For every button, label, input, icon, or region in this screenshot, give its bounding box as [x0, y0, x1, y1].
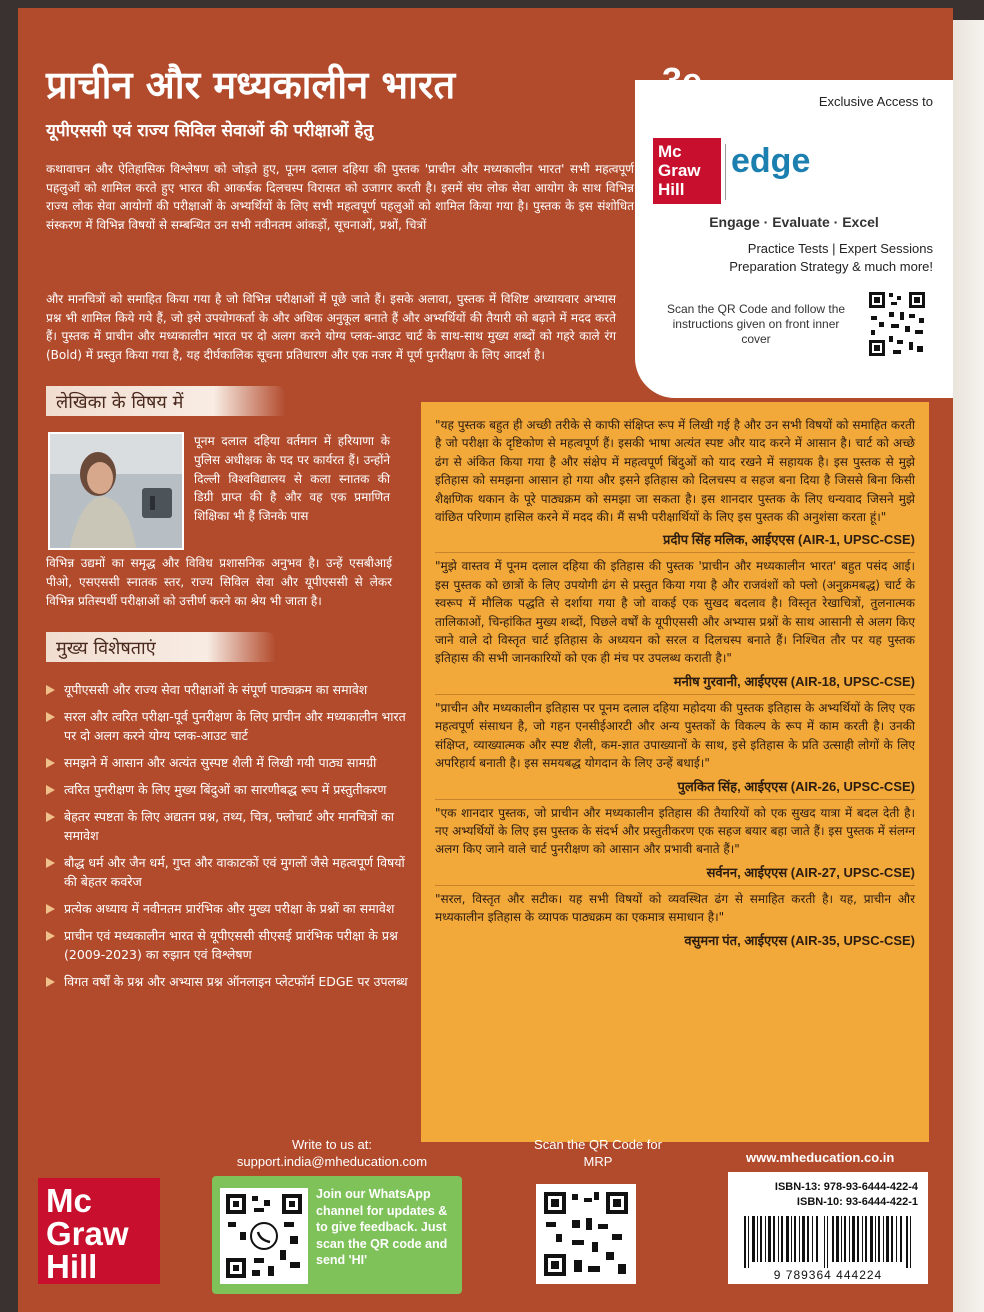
edge-qr-code[interactable]: [867, 290, 927, 358]
divider: [435, 552, 915, 553]
website-link[interactable]: www.mheducation.co.in: [746, 1150, 895, 1165]
whatsapp-box: [212, 1176, 462, 1294]
write-us-label: Write to us at:: [292, 1137, 372, 1152]
isbn-10: ISBN-10: 93-6444-422-1: [796, 1196, 918, 1208]
back-cover: [18, 8, 953, 1312]
about-author-text-continued: विभिन्न उद्यमों का समृद्ध और विविध प्रशासनिक अनुभव है। उन्हें एसबीआई पीओ, एसएससी स्नातक स्तर, राज्य सिविल सेवा और यूपीएससी से लेकर विभिन्न प्रतिस्पर्धी परीक्षाओं को उत्तीर्ण करने का श्रेय भी जाता है।: [46, 556, 392, 608]
key-features-list: [44, 680, 420, 999]
book-subtitle: यूपीएससी एवं राज्य सिविल सेवाओं की परीक्षाओं हेतु: [46, 121, 374, 141]
divider: [435, 799, 915, 800]
testimonial-quote: "यह पुस्तक बहुत ही अच्छी तरीके से काफी संक्षिप्त रूप में लिखी गई है और उन सभी विषयों को समाहित करती है जो परीक्षा के दृष्टिकोण से महत्वपूर्ण हैं। इसकी भाषा अत्यंत स्पष्ट और याद करने में आसान है। चार्ट को अच्छे ढंग से अंकित किया गया है और संक्षेप में महत्वपूर्ण बिंदुओं को याद रखने में सहायक है। इस पुस्तक से मुझे इतिहास को समझना आसान हो गया और इसने इतिहास को दिलचस्प व सहज बना दिया है जिससे बिना किसी शैक्षणिक थकान के पूरे पाठ्यक्रम को समझा जा सकता है। इस शानदार पुस्तक के लिए धन्यवाद जिसने मुझे वांछित परिणाम हासिल करने में मदद की। मैं सभी परीक्षार्थियों के लिए इस पुस्तक की अनुशंसा करता हूं।": [435, 418, 915, 525]
edge-brand: edge: [731, 142, 811, 180]
isbn-13: ISBN-13: 978-93-6444-422-4: [774, 1181, 918, 1193]
contact-block: [212, 1136, 452, 1170]
list-item: यूपीएससी और राज्य सेवा परीक्षाओं के संपूर्ण पाठ्यक्रम का समावेश: [44, 680, 420, 699]
about-author-text: पूनम दलाल दहिया वर्तमान में हरियाणा के पुलिस अधीक्षक के पद पर कार्यरत हैं। उन्होंने दिल्ली विश्वविद्यालय से कला स्नातक की डिग्री प्राप्त की है और वह एक प्रमाणित शिक्षिका भी हैं जिनके पास: [194, 434, 390, 524]
testimonial-author: मनीष गुरवानी, आईएएस (AIR-18, UPSC-CSE): [673, 673, 915, 689]
list-item: प्रत्येक अध्याय में नवीनतम प्रारंभिक और मुख्य परीक्षा के प्रश्नों का समावेश: [44, 899, 420, 918]
list-item: त्वरित पुनरीक्षण के लिए मुख्य बिंदुओं का सारणीबद्ध रूप में प्रस्तुतीकरण: [44, 780, 420, 799]
mrp-label: Scan the QR Code for MRP: [534, 1137, 662, 1169]
about-author-heading: लेखिका के विषय में: [46, 386, 286, 416]
edge-promo-box: [635, 80, 953, 398]
edge-tagline: Engage · Evaluate · Excel: [709, 214, 879, 230]
key-features-heading: मुख्य विशेषताएं: [46, 632, 276, 662]
edge-scan-instructions: Scan the QR Code and follow the instructions given on front inner cover: [666, 302, 846, 346]
support-email[interactable]: support.india@mheducation.com: [236, 1154, 428, 1169]
whatsapp-text: Join our WhatsApp channel for updates & to give feedback. Just scan the QR code and send 'HI': [316, 1187, 448, 1267]
testimonials-box: [421, 402, 929, 1142]
testimonial-author: प्रदीप सिंह मलिक, आईएएस (AIR-1, UPSC-CSE): [663, 532, 915, 548]
barcode-bars: [738, 1216, 918, 1268]
mrp-qr-code[interactable]: [536, 1184, 636, 1284]
isbn-barcode: [728, 1172, 928, 1284]
whatsapp-qr-code[interactable]: [220, 1188, 308, 1284]
testimonial-author: वसुमना पंत, आईएएस (AIR-35, UPSC-CSE): [684, 932, 915, 948]
exclusive-access-label: Exclusive Access to: [818, 94, 933, 109]
testimonial-quote: "सरल, विस्तृत और सटीक। यह सभी विषयों को व्यवस्थित ढंग से समाहित करती है। यह, प्राचीन और मध्यकालीन इतिहास के व्यापक पाठ्यक्रम का एकमात्र समाधान है।": [435, 891, 915, 925]
author-photo: [48, 432, 184, 550]
list-item: बेहतर स्पष्टता के लिए अद्यतन प्रश्न, तथ्य, चित्र, फ्लोचार्ट और मानचित्रों का समावेश: [44, 807, 420, 845]
mcgraw-hill-logo: Mc Graw Hill: [653, 138, 721, 204]
edition-badge: 3e: [662, 60, 703, 101]
divider: [435, 885, 915, 886]
testimonial-author: सर्वनन, आईएएस (AIR-27, UPSC-CSE): [706, 864, 915, 880]
divider: [435, 694, 915, 695]
testimonial-quote: "मुझे वास्तव में पूनम दलाल दहिया की इतिहास की पुस्तक 'प्राचीन और मध्यकालीन भारत' बहुत पसंद आई। इस पुस्तक को छात्रों के लिए उपयोगी ढंग से प्रस्तुत किया गया है और राजवंशों को फ्लो (अनुक्रमबद्ध) चार्ट के स्वरूप में मौलिक पद्धति से दर्शाया गया है जो वाकई एक सुखद बदलाव है। विस्तृत रेखाचित्रों, तुलनात्मक तालिकाओं, चिन्हांकित मुख्य शब्दों, पिछले वर्षों के यूपीएससी और अभ्यास प्रश्नों के साथ आसानी से अलग किए जाने वाले दो विस्तृत चार्ट इतिहास के अध्ययन को सरल व दिलचस्प बनाते हैं। निश्चित तौर पर यह पुस्तक इतिहास की सभी जानकारियों को एक ही मंच पर उपलब्ध कराती है।": [435, 559, 915, 666]
list-item: सरल और त्वरित परीक्षा-पूर्व पुनरीक्षण के लिए प्राचीन और मध्यकालीन भारत पर दो अलग करने योग्य प्लक-आउट चार्ट: [44, 707, 420, 745]
testimonial-quote: "प्राचीन और मध्यकालीन इतिहास पर पूनम दलाल दहिया महोदया की पुस्तक इतिहास के अभ्यर्थियों के लिए एक महत्वपूर्ण संसाधन है, जो गहन एनसीईआरटी और अन्य पुस्तकों के विकल्प के रूप में काम करती है। उनकी संक्षिप्त, व्याख्यात्मक और स्पष्ट शैली, कम-ज्ञात उपाख्यानों के साथ, इसे इतिहास के प्रति उत्साही लोगों के लिए अपरिहार्य बनाती है। इस समयबद्ध योगदान के लिए उन्हें बधाई।": [435, 700, 915, 771]
testimonial-author: पुलकित सिंह, आईएएस (AIR-26, UPSC-CSE): [677, 778, 915, 794]
list-item: बौद्ध धर्म और जैन धर्म, गुप्त और वाकाटकों एवं मुगलों जैसे महत्वपूर्ण विषयों की बेहतर कवरेज: [44, 853, 420, 891]
barcode-digits: 9 789364 444224: [773, 1268, 883, 1282]
intro-paragraph-1: कथावाचन और ऐतिहासिक विश्लेषण को जोड़ते हुए, पूनम दलाल दहिया की पुस्तक 'प्राचीन और मध्यकालीन भारत' सभी महत्वपूर्ण पहलुओं को शामिल करते हुए भारत की आकर्षक दिलचस्प विरासत को उजागर करती है। इसमें संघ लोक सेवा आयोग के साथ विभिन्न राज्य लोक सेवा आयोगों की परीक्षाओं के अभ्यर्थियों के लिए सभी महत्वपूर्ण पहलुओं को शामिल किया गया है। पुस्तक के इस संशोधित संस्करण में विभिन्न विषयों से सम्बन्धित उन सभी नवीनतम आंकड़ों, सूचनाओं, प्रश्नों, चित्रों: [46, 162, 634, 232]
mcgraw-hill-footer-logo: Mc Graw Hill: [38, 1178, 160, 1284]
logo-divider: [725, 144, 726, 200]
intro-paragraph-2: और मानचित्रों को समाहित किया गया है जो विभिन्न परीक्षाओं में पूछे जाते हैं। इसके अलावा, पुस्तक में विशिष्ट अध्यायवार अभ्यास प्रश्न भी शामिल किये गये हैं, जो इसे उपयोगकर्ता के और अधिक अनुकूल बनाते हैं और अभ्यर्थियों की तैयारी को बढ़ाने में मदद करते हैं। पुस्तक में प्राचीन और मध्यकालीन भारत पर दो अलग करने योग्य प्लक-आउट चार्ट के साथ-साथ मुख्य शब्दों को गहरे काले रंग (Bold) में प्रस्तुत किया गया है, यह दीर्घकालिक सूचना प्रतिधारण और एक नजर में पूर्ण पुनरीक्षण के लिए आदर्श है।: [46, 292, 616, 362]
list-item: प्राचीन एवं मध्यकालीन भारत से यूपीएससी सीएसई प्रारंभिक परीक्षा के प्रश्न (2009-2023) का रुझान एवं विश्लेषण: [44, 926, 420, 964]
list-item: समझने में आसान और अत्यंत सुस्पष्ट शैली में लिखी गयी पाठ्य सामग्री: [44, 753, 420, 772]
book-title: प्राचीन और मध्यकालीन भारत: [46, 63, 456, 107]
edge-features: Practice Tests | Expert Sessions Preparation Strategy & much more!: [729, 241, 933, 274]
page-edge: [953, 20, 984, 1312]
list-item: विगत वर्षों के प्रश्न और अभ्यास प्रश्न ऑनलाइन प्लेटफॉर्म EDGE पर उपलब्ध: [44, 972, 420, 991]
testimonial-quote: "एक शानदार पुस्तक, जो प्राचीन और मध्यकालीन इतिहास की तैयारियों को एक सुखद यात्रा में बदल देती है। नए अभ्यर्थियों के लिए इस पुस्तक के संदर्भ और प्रस्तुतीकरण एक सहज बयार बहा जाते हैं। इस पुस्तक में संलग्न अलग किए जाने वाले चार्ट पुनरीक्षण को आसान और प्रभावी बनाते हैं।": [435, 805, 915, 857]
